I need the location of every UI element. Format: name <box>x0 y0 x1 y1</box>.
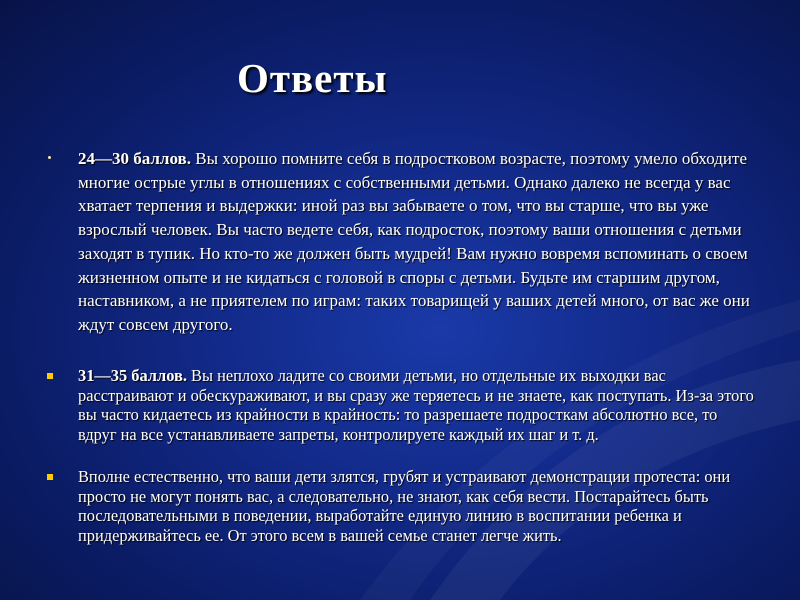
bullet-square-icon <box>47 373 53 379</box>
item-text: Вы хорошо помните себя в подростковом возрасте, поэтому умело обходите многие острые углы в отношениях с собственными детьми. Однако далеко не всегда у вас хватает терпения и выдержки: иной раз вы забываете о том, что вы старше, что вы уже взрослый человек. Вы часто ведете себя, как подросток, поэтому ваши отношения с детьми заходят в тупик. Но кто-то же должен быть мудрей! Вам нужно вовремя вспоминать о своем жизненном опыте и не кидаться с головой в споры с детьми. Будьте им старшим другом, наставником, а не приятелем по играм: таких товарищей у ваших детей много, от вас же они ждут совсем другого. <box>78 149 750 334</box>
item-text: Вы неплохо ладите со своими детьми, но отдельные их выходки вас расстраивают и обескураживают, и вы сразу же теряетесь и не знаете, как поступать. Из-за этого вы часто кидаетесь из крайности в крайность: то разрешаете подросткам абсолютно все, то вдруг на все устанавливаете запреты, контролируете каждый их шаг и т. д. <box>78 366 754 444</box>
score-range-label: 31—35 баллов. <box>78 366 187 385</box>
item-text: Вполне естественно, что ваши дети злятся, грубят и устраивают демонстрации протеста: они просто не могут понять вас, а следовательно, не знают, как себя вести. Постарайтесь быть последовательными в поведении, выработайте единую линию в воспитании ребенка и придерживайтесь ее. От этого всем в вашей семье станет легче жить. <box>78 467 731 545</box>
list-item <box>78 147 758 337</box>
score-range-label: 24—30 баллов. <box>78 149 191 168</box>
slide-title: Ответы <box>237 55 388 101</box>
bullet-dot-icon <box>48 156 51 159</box>
bullet-square-icon <box>47 474 53 480</box>
list-item <box>78 366 758 444</box>
list-item <box>78 467 758 545</box>
